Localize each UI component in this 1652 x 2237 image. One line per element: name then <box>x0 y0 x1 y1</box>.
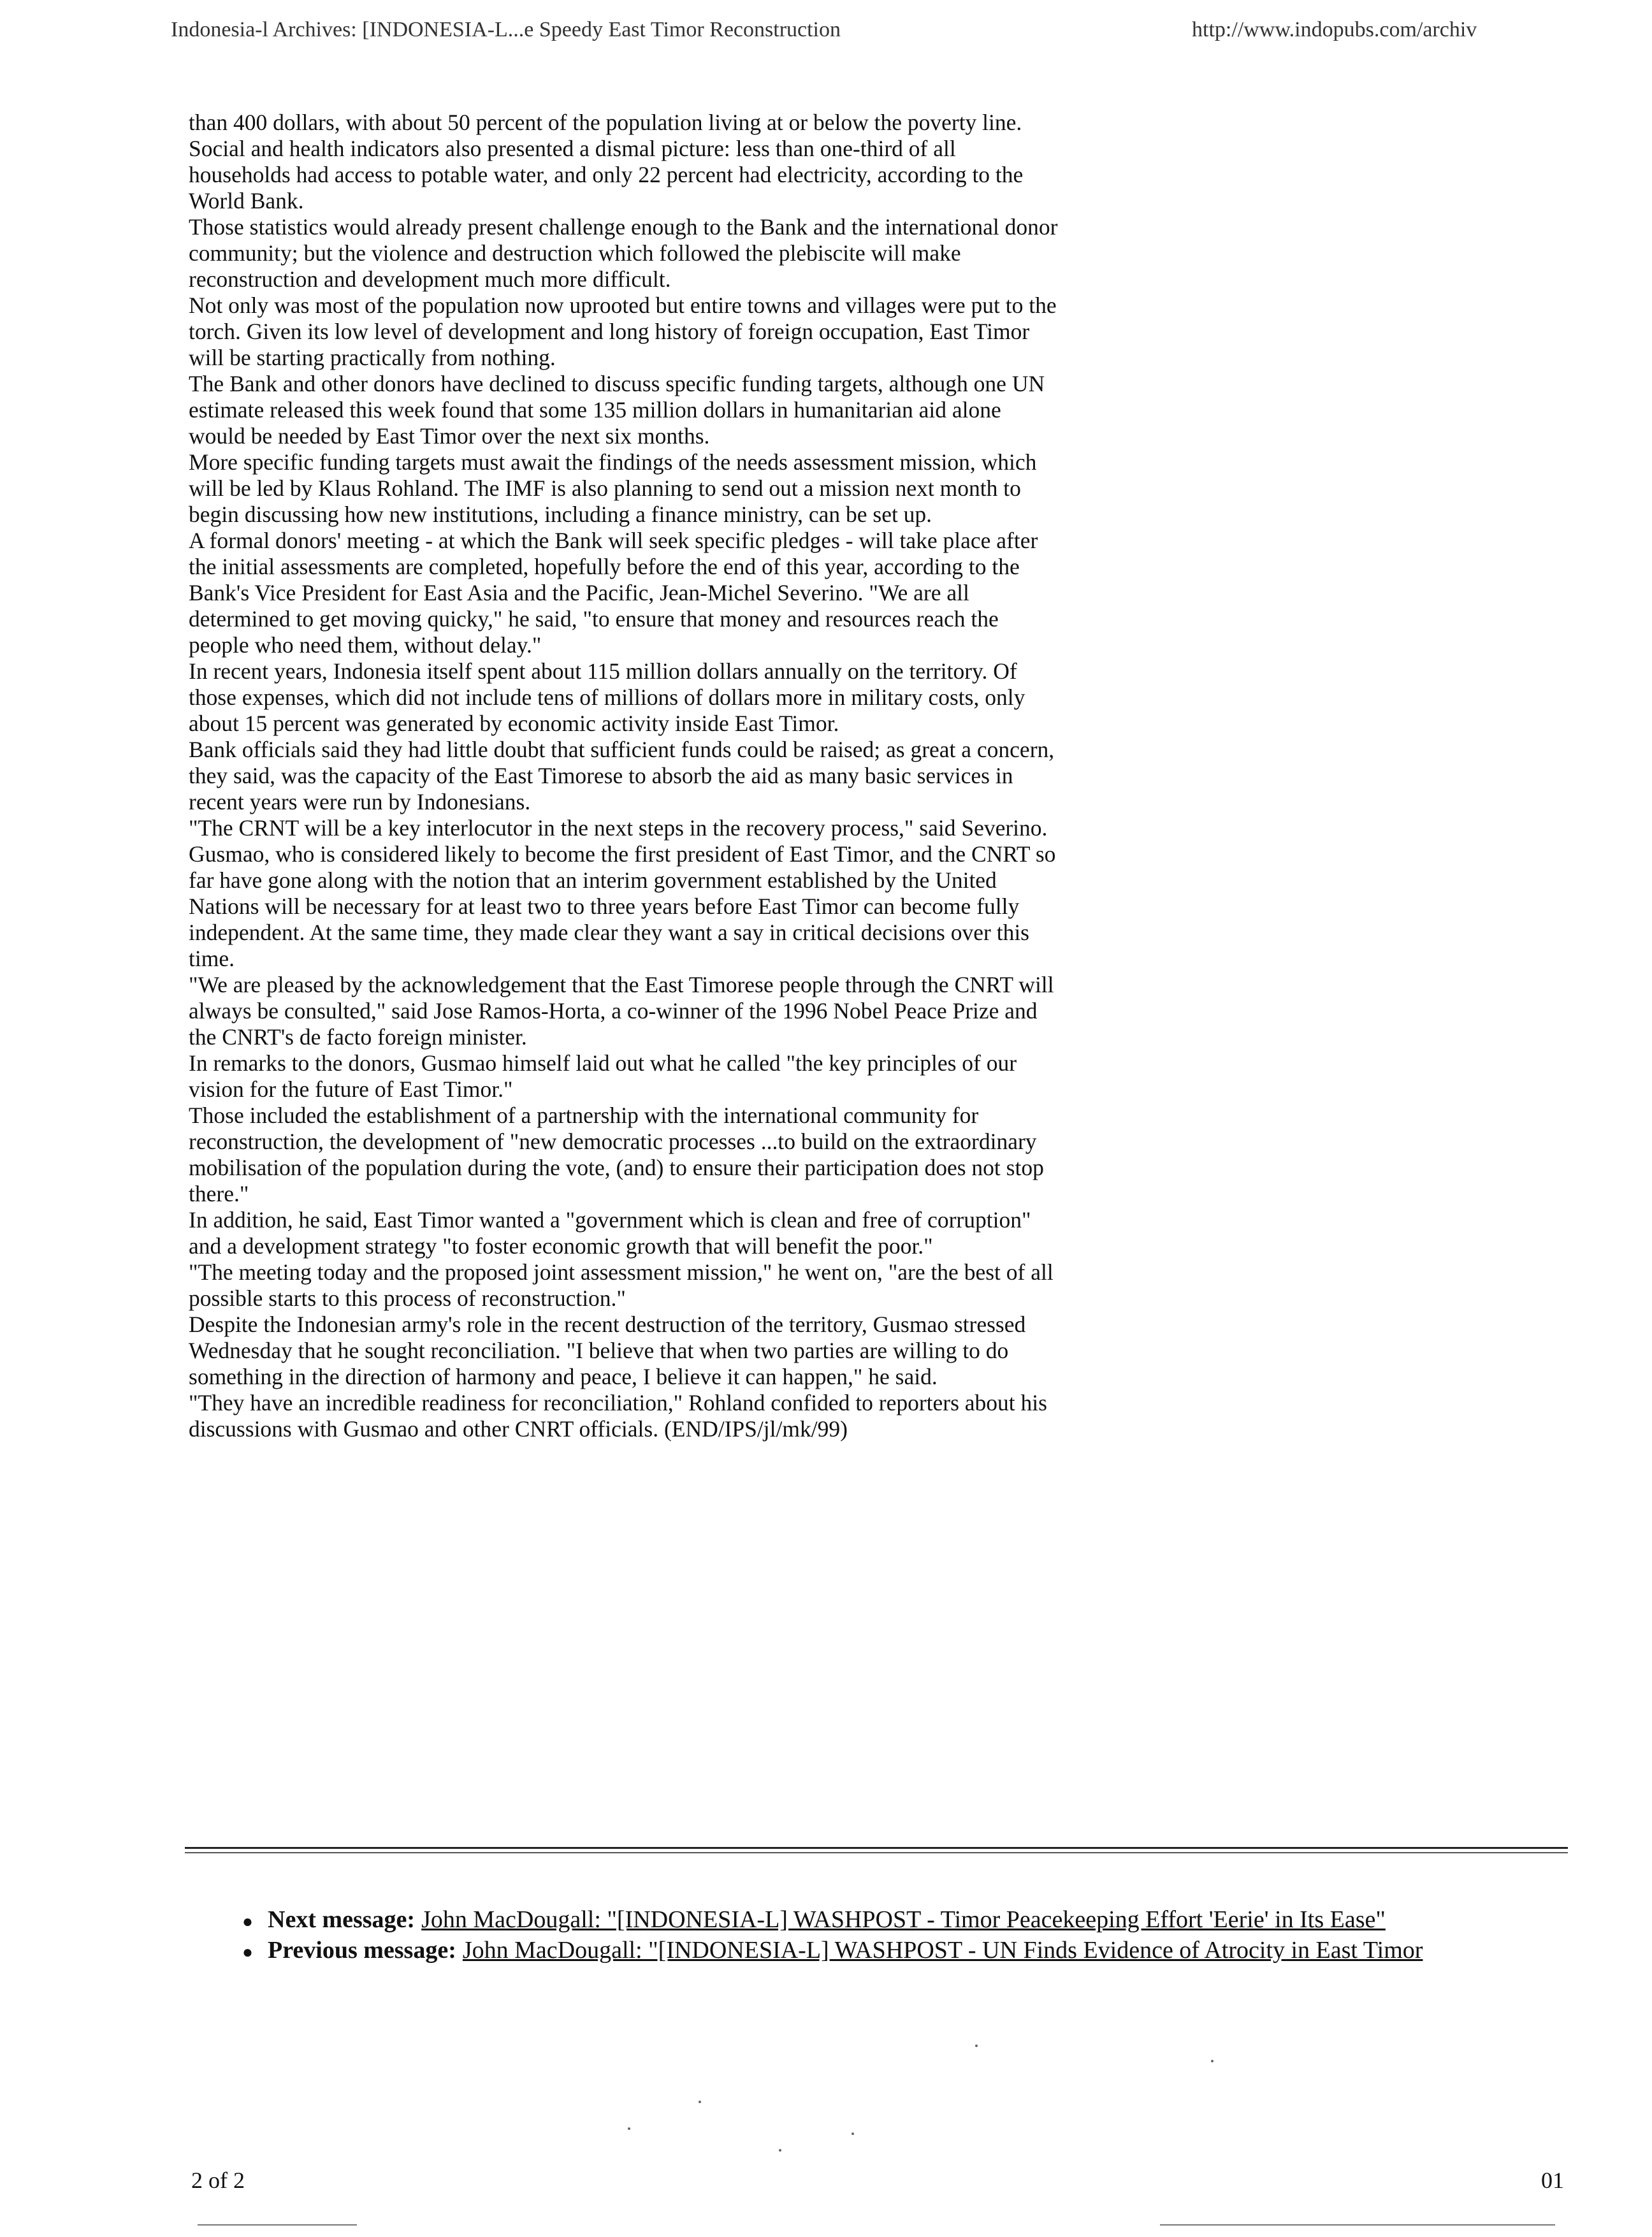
page-header-url: http://www.indopubs.com/archiv <box>1192 18 1477 41</box>
article-paragraph: "We are pleased by the acknowledgement that the East Timorese people through the CNRT will always be consulted," said Jose Ramos-Horta, a co-winner of the 1996 Nobel Peace Prize and the CNRT's de facto foreign minister. <box>189 972 1054 1050</box>
scan-speck <box>779 2149 781 2152</box>
footer-rule <box>1160 2224 1555 2226</box>
previous-message-link[interactable]: John MacDougall: "[INDONESIA-L] WASHPOST - UN Finds Evidence of Atrocity in East Timor <box>462 1937 1423 1964</box>
article-paragraph: In addition, he said, East Timor wanted a "government which is clean and free of corruption" and a development strategy "to foster economic growth that will benefit the poor." <box>189 1207 1031 1259</box>
article-paragraph: More specific funding targets must await the findings of the needs assessment mission, which will be led by Klaus Rohland. The IMF is also planning to send out a mission next month to begin discussing how new institutions, including a finance ministry, can be set up. <box>189 449 1037 527</box>
scan-speck <box>975 2045 978 2047</box>
article-paragraph: Social and health indicators also presented a dismal picture: less than one-third of all households had access to potable water, and only 22 percent had electricity, according to the World Bank. <box>189 136 1024 214</box>
article-paragraph: than 400 dollars, with about 50 percent of the population living at or below the poverty line. <box>189 110 1022 135</box>
article-paragraph: A formal donors' meeting - at which the Bank will seek specific pledges - will take place after the initial assessments are completed, hopefully before the end of this year, according to the Bank's Vice President for East Asia and the Pacific, Jean-Michel Severino. "We are all determined to get moving quicky," he said, "to ensure that money and resources reach the people who need them, without delay." <box>189 528 1038 658</box>
article-paragraph: Gusmao, who is considered likely to become the first president of East Timor, and the CNRT so far have gone along with the notion that an interim government established by the United Nations will be necessary for at least two to three years before East Timor can become fully independent. At the same time, they made clear they want a say in critical decisions over this time. <box>189 841 1056 971</box>
previous-message-item <box>242 1936 1423 1967</box>
article-paragraph: In remarks to the donors, Gusmao himself laid out what he called "the key principles of our vision for the future of East Timor." <box>189 1050 1017 1102</box>
next-message-label: Next message: <box>268 1906 416 1933</box>
scan-speck <box>1211 2060 1214 2062</box>
divider-rule <box>185 1847 1568 1849</box>
divider-rule <box>185 1852 1568 1853</box>
message-navigation <box>242 1906 1423 1967</box>
scan-speck <box>851 2132 854 2135</box>
article-body <box>189 110 1062 1442</box>
next-message-link[interactable]: John MacDougall: "[INDONESIA-L] WASHPOST - Timor Peacekeeping Effort 'Eerie' in Its Ease" <box>421 1906 1386 1933</box>
article-paragraph: Despite the Indonesian army's role in the recent destruction of the territory, Gusmao stressed Wednesday that he sought reconciliation. "I believe that when two parties are willing to do something in the direction of harmony and peace, I believe it can happen," he said. <box>189 1312 1026 1389</box>
page-number: 2 of 2 <box>191 2168 245 2193</box>
page-code: 01 <box>1541 2168 1564 2193</box>
scan-speck <box>628 2127 630 2130</box>
footer-rule <box>198 2224 357 2226</box>
article-paragraph: "The meeting today and the proposed joint assessment mission," he went on, "are the best of all possible starts to this process of reconstruction." <box>189 1259 1054 1311</box>
next-message-item <box>242 1906 1423 1936</box>
bullet-icon: ● <box>242 1943 253 1962</box>
article-paragraph: Not only was most of the population now uprooted but entire towns and villages were put to the torch. Given its low level of development and long history of foreign occupation, East Timor will be starting practically from nothing. <box>189 293 1057 370</box>
article-paragraph: Bank officials said they had little doubt that sufficient funds could be raised; as great a concern, they said, was the capacity of the East Timorese to absorb the aid as many basic services in recent years were run by Indonesians. <box>189 737 1055 814</box>
page-header-title: Indonesia-l Archives: [INDONESIA-L...e Speedy East Timor Reconstruction <box>171 18 841 41</box>
article-paragraph: "They have an incredible readiness for reconciliation," Rohland confided to reporters about his discussions with Gusmao and other CNRT officials. (END/IPS/jl/mk/99) <box>189 1390 1047 1442</box>
previous-message-label: Previous message: <box>268 1937 456 1964</box>
article-paragraph: Those included the establishment of a partnership with the international community for reconstruction, the development of "new democratic processes ...to build on the extraordinary mobilisation of the population during the vote, (and) to ensure their participation does not stop there." <box>189 1103 1044 1206</box>
article-paragraph: Those statistics would already present challenge enough to the Bank and the international donor community; but the violence and destruction which followed the plebiscite will make reconstruction and development much more difficult. <box>189 214 1058 292</box>
article-paragraph: The Bank and other donors have declined to discuss specific funding targets, although one UN estimate released this week found that some 135 million dollars in humanitarian aid alone would be needed by East Timor over the next six months. <box>189 371 1045 449</box>
scan-speck <box>699 2101 701 2103</box>
bullet-icon: ● <box>242 1912 253 1932</box>
article-paragraph: In recent years, Indonesia itself spent about 115 million dollars annually on the territory. Of those expenses, which did not include tens of millions of dollars more in military costs, only about 15 percent was generated by economic activity inside East Timor. <box>189 658 1025 736</box>
article-paragraph: "The CRNT will be a key interlocutor in the next steps in the recovery process," said Severino. <box>189 815 1048 841</box>
